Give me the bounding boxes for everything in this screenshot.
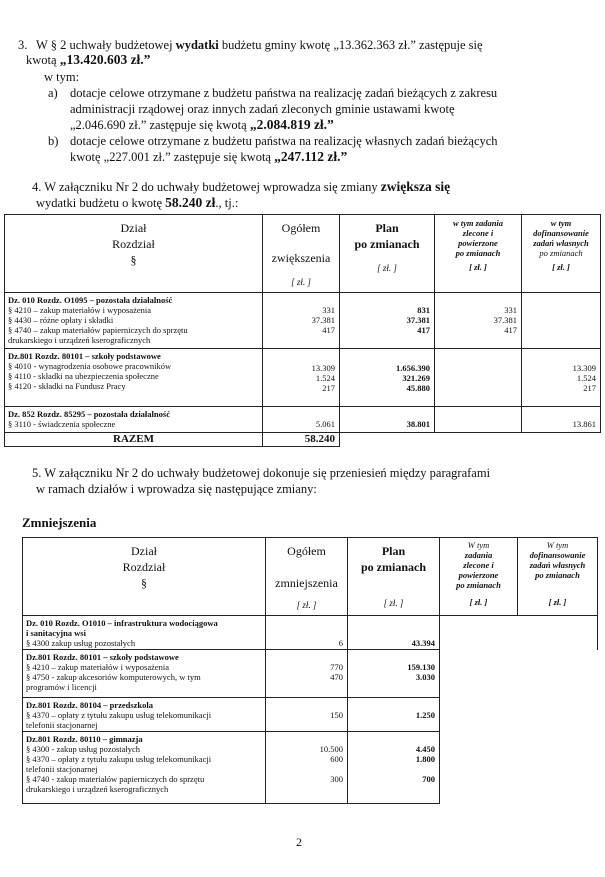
t2-s0-desc	[23, 616, 266, 650]
total-empty-3	[522, 433, 601, 447]
t2-s0-wlasne	[518, 616, 598, 650]
t1-s0-og2: 417	[322, 325, 335, 335]
t1-s1-og0: 13.309	[311, 363, 335, 373]
t2-s1-og1: 470	[330, 672, 343, 682]
t2-s3-og0: 10.500	[319, 744, 343, 754]
item4-line2-b: ., tj.:	[215, 196, 239, 210]
t2-s3-og2	[266, 764, 347, 774]
header-plan-l2: po zmianach	[354, 237, 420, 251]
t2-header-wlasne	[518, 538, 598, 616]
t2-s3-wlasne	[518, 732, 598, 804]
t1-s0-plan	[340, 293, 435, 349]
t2-s2-item1: telefonii stacjonarnej	[26, 720, 98, 730]
item3-a-line1: dotacje celowe otrzymane z budżetu państwa na realizację zadań bieżących z zakresu	[70, 86, 498, 100]
t2-s3-pl2	[348, 764, 439, 774]
t2-header-plan-l1: Plan	[381, 544, 406, 558]
t1-s0-og0: 331	[322, 305, 335, 315]
increase-table-header	[5, 215, 601, 293]
t2-s3-item2: telefonii stacjonarnej	[26, 764, 98, 774]
item3-a-line3-a: „2.046.690 zł.” zastępuje się kwotą	[70, 118, 250, 132]
header-zlecone-l5: [ zł. ]	[469, 262, 487, 272]
t1-s1-og2: 217	[322, 383, 335, 393]
t2-header-ogolem-l2: zmniejszenia	[275, 576, 338, 590]
header-dzial-l2: Rozdział	[112, 237, 155, 251]
t2-header-zlecone	[440, 538, 518, 616]
header-ogolem-l2: zwiększenia	[271, 251, 331, 265]
t1-s1-item2: § 4120 - składki na Fundusz Pracy	[8, 381, 126, 391]
t2-s0-title: Dz. 010 Rozdz. O1010 – infrastruktura wodociągowa	[26, 618, 218, 628]
t1-s1-desc	[5, 349, 263, 407]
t1-s1-item0: § 4010 - wynagrodzenia osobowe pracowników	[8, 361, 172, 371]
zmniejszenia-heading: Zmniejszenia	[22, 515, 97, 530]
t2-header-dzial-l2: Rozdział	[122, 560, 166, 574]
item3-line1-bold: wydatki	[175, 38, 219, 52]
t2-s2-plan	[348, 698, 440, 732]
t2-s1-wlasne	[518, 650, 598, 698]
item3-line2	[26, 53, 150, 67]
total-value: 58.240	[263, 433, 340, 447]
t1-s1-pl1: 321.269	[402, 373, 430, 383]
t1-s2-ogolem	[263, 407, 340, 433]
header-wlasne	[522, 215, 601, 293]
item3-line1-a: W § 2 uchwały budżetowej	[36, 38, 176, 52]
t2-s2-zlecone	[440, 698, 518, 732]
t1-s2-title: Dz. 852 Rozdz. 85295 – pozostała działalność	[8, 409, 170, 419]
t2-s3-pl3: 700	[422, 774, 435, 784]
t2-s3-desc	[23, 732, 266, 804]
t1-s1-pl2: 45.880	[406, 383, 430, 393]
t2-s0-ogolem	[266, 616, 348, 650]
t2-header-zlecone-l3: zlecone i	[463, 560, 494, 570]
item4-line1-bold: zwiększa się	[380, 179, 451, 194]
item3-line2-bold: „13.420.603 zł.”	[59, 52, 151, 67]
t2-s3-item4: drukarskiego i urządzeń kserograficznych	[26, 784, 169, 794]
t2-s3-ogolem	[266, 732, 348, 804]
t2-header-zlecone-l5: po zmianach	[456, 580, 501, 590]
t2-s1-pl0: 159.130	[407, 662, 435, 672]
t2-header-ogolem-l3: [ zł. ]	[296, 600, 317, 610]
t2-s0-zlecone	[440, 616, 518, 650]
t1-s2-wl0: 13.861	[572, 419, 596, 429]
t2-s0-title2: i sanitacyjna wsi	[26, 628, 86, 638]
t1-s1-wl0: 13.309	[572, 363, 596, 373]
t2-s1-zlecone	[440, 650, 518, 698]
t2-s3-item1: § 4370 – opłaty z tytułu zakupu usług telekomunikacji	[26, 754, 212, 764]
t2-s1-ogolem	[266, 650, 348, 698]
item4-line2-a: wydatki budżetu o kwotę	[36, 196, 166, 210]
t1-s0-zl2: 417	[504, 325, 517, 335]
header-ogolem-l3: [ zł. ]	[291, 277, 311, 287]
t2-s0-pl0: 43.394	[411, 638, 435, 648]
t1-s0-desc	[5, 293, 263, 349]
header-plan-l1: Plan	[375, 221, 399, 235]
t1-s0-og1: 37.381	[311, 315, 335, 325]
t1-s1-wlasne	[522, 349, 601, 407]
header-zlecone-l3: powierzone	[458, 238, 498, 248]
t2-s1-item2: programów i licencji	[26, 682, 97, 692]
table-row	[5, 349, 601, 407]
header-plan-l3: [ zł. ]	[377, 263, 397, 273]
t2-s3-title: Dz.801 Rozdz. 80110 – gimnazja	[26, 734, 143, 744]
decrease-table	[22, 537, 598, 804]
table-row	[23, 650, 598, 698]
table-row	[23, 616, 598, 650]
header-ogolem-l1: Ogółem	[281, 221, 321, 235]
item3-b-line2-a: kwotę „227.001 zł.” zastępuje się kwotą	[70, 150, 275, 164]
t1-s2-zlecone	[435, 407, 522, 433]
t2-s3-item3: § 4740 - zakup materiałów papierniczych do sprzętu	[26, 774, 205, 784]
t2-header-plan-l3: [ zł. ]	[383, 598, 404, 608]
item3-b-label: b)	[48, 134, 59, 148]
t2-header-ogolem	[266, 538, 348, 616]
item3-a-label: a)	[48, 86, 58, 100]
t2-header-plan	[348, 538, 440, 616]
t1-s2-wlasne	[522, 407, 601, 433]
t1-s0-item3: drukarskiego i urządzeń kserograficznych	[8, 335, 151, 345]
t1-s2-pl0: 38.801	[406, 419, 430, 429]
t1-s0-title: Dz. 010 Rozdz. O1095 – pozostała działalność	[8, 295, 173, 305]
header-zlecone-l1: w tym zadania	[452, 218, 504, 228]
t1-s0-wlasne	[522, 293, 601, 349]
t2-s0-plan	[348, 616, 440, 650]
item3-b-line2-bold: „247.112 zł.”	[274, 149, 348, 164]
table-row	[5, 407, 601, 433]
total-label: RAZEM	[5, 433, 263, 447]
t1-s0-zlecone	[435, 293, 522, 349]
item3-a-line2: administracji rządowej oraz innych zadań zleconych gminie ustawami kwotę	[70, 102, 455, 116]
item3-a-line3-bold: „2.084.819 zł.”	[249, 117, 334, 132]
total-empty-2	[435, 433, 522, 447]
increase-table	[4, 214, 601, 447]
t2-s2-title: Dz.801 Rozdz. 80104 – przedszkola	[26, 700, 154, 710]
t1-s0-item1: § 4430 – różne opłaty i składki	[8, 315, 114, 325]
t2-s2-desc	[23, 698, 266, 732]
t1-s1-wl1: 1.524	[576, 373, 596, 383]
t1-s1-ogolem	[263, 349, 340, 407]
item5-line2: w ramach działów i wprowadza się następujące zmiany:	[36, 482, 317, 496]
t1-s1-plan	[340, 349, 435, 407]
item3-number: 3.	[18, 38, 28, 52]
t1-s2-item0: § 3110 - świadczenia społeczne	[8, 419, 116, 429]
item4-line2-bold: 58.240 zł	[165, 195, 216, 210]
table-total-row	[5, 433, 601, 447]
t1-s1-pl0: 1.656.390	[396, 363, 430, 373]
t2-header-wlasne-l4: po zmianach	[535, 570, 580, 580]
t2-header-wlasne-l5: [ zł. ]	[548, 597, 567, 607]
t2-header-wlasne-l2: dofinansowanie	[529, 550, 586, 560]
t2-header-zlecone-l2: zadania	[464, 550, 493, 560]
t1-s1-item1: § 4110 - składki na ubezpieczenia społeczne	[8, 371, 159, 381]
t2-s1-desc	[23, 650, 266, 698]
t2-s1-item1: § 4750 - zakup akcesoriów komputerowych, w tym	[26, 672, 201, 682]
t1-s2-desc	[5, 407, 263, 433]
decrease-table-header	[23, 538, 598, 616]
t2-s1-plan	[348, 650, 440, 698]
t2-s1-item0: § 4210 – zakup materiałów i wyposażenia	[26, 662, 170, 672]
header-wlasne-l2: dofinansowanie	[533, 228, 589, 238]
t2-s0-item0: § 4300 zakup usług pozostałych	[26, 638, 136, 648]
header-zlecone-l4: po zmianach	[455, 248, 501, 258]
t2-s0-og0: 6	[338, 638, 343, 648]
t2-header-dzial-l3: §	[141, 576, 147, 590]
header-wlasne-l5: [ zł. ]	[552, 262, 570, 272]
item3-line1	[36, 38, 483, 52]
t2-header-zlecone-l6: [ zł. ]	[469, 597, 488, 607]
header-dzial-l3: §	[130, 253, 137, 267]
t2-s1-pl1: 3.030	[415, 672, 435, 682]
t2-s3-pl0: 4.450	[415, 744, 435, 754]
header-dzial-l1: Dział	[120, 221, 147, 235]
t2-header-plan-l2: po zmianach	[360, 560, 426, 574]
header-zlecone-l2: zlecone i	[462, 228, 494, 238]
t1-s0-ogolem	[263, 293, 340, 349]
t1-s0-zl1: 37.381	[493, 315, 517, 325]
header-wlasne-l4: po zmianach	[539, 248, 583, 258]
t2-header-zlecone-l4: powierzone	[458, 570, 499, 580]
t1-s0-item2: § 4740 – zakup materiałów papierniczych do sprzętu	[8, 325, 188, 335]
t1-s1-zlecone	[435, 349, 522, 407]
item3-line1-b: budżetu gminy kwotę „13.362.363 zł.” zastępuje się	[218, 38, 483, 52]
t2-header-ogolem-l1: Ogółem	[287, 544, 326, 558]
t2-s1-og0: 770	[330, 662, 343, 672]
item3-b-line1: dotacje celowe otrzymane z budżetu państwa na realizację własnych zadań bieżących	[70, 134, 498, 148]
t1-s2-plan	[340, 407, 435, 433]
item4-line1-a: 4. W załączniku Nr 2 do uchwały budżetowej wprowadza się zmiany	[32, 180, 381, 194]
t2-header-zlecone-l1: W tym	[467, 540, 490, 550]
t1-s1-og1: 1.524	[315, 373, 335, 383]
t1-s0-pl0: 831	[417, 305, 430, 315]
page-number: 2	[296, 835, 302, 849]
t2-s2-pl0: 1.250	[415, 710, 435, 720]
t1-s0-pl1: 37.381	[406, 315, 430, 325]
table-row	[5, 293, 601, 349]
t2-header-dzial-l1: Dział	[131, 544, 157, 558]
t2-s2-item0: § 4370 – opłaty z tytułu zakupu usług telekomunikacji	[26, 710, 212, 720]
total-empty-1	[340, 433, 435, 447]
header-plan	[340, 215, 435, 293]
t2-s3-item0: § 4300 - zakup usług pozostałych	[26, 744, 141, 754]
header-zlecone	[435, 215, 522, 293]
t2-s2-wlasne	[518, 698, 598, 732]
t1-s1-title: Dz.801 Rozdz. 80101 – szkoły podstawowe	[8, 351, 161, 361]
t1-s1-wl2: 217	[583, 383, 596, 393]
t2-s3-og1: 600	[330, 754, 343, 764]
t2-header-dzial	[23, 538, 266, 616]
t1-s0-zl0: 331	[504, 305, 517, 315]
t2-s3-pl1: 1.800	[415, 754, 435, 764]
header-dzial	[5, 215, 263, 293]
t2-s3-zlecone	[440, 732, 518, 804]
t1-s0-pl2: 417	[417, 325, 430, 335]
table-row	[23, 698, 598, 732]
item3-b-line2	[70, 150, 347, 164]
t2-s2-og0: 150	[330, 710, 343, 720]
t2-s1-title: Dz.801 Rozdz. 80101 – szkoły podstawowe	[26, 652, 179, 662]
item4-line2	[36, 196, 238, 210]
item5-line1: 5. W załączniku Nr 2 do uchwały budżetowej dokonuje się przeniesień między paragrafami	[32, 466, 491, 480]
item3-a-line3	[70, 118, 334, 132]
header-wlasne-l3: zadań własnych	[533, 238, 589, 248]
t1-s2-og0: 5.061	[315, 419, 335, 429]
item4-line1	[32, 180, 450, 194]
t2-s3-og3: 300	[330, 774, 343, 784]
t2-s2-ogolem	[266, 698, 348, 732]
t2-s3-plan	[348, 732, 440, 804]
t2-header-wlasne-l1: W tym	[546, 540, 569, 550]
item3-wtym: w tym:	[44, 70, 80, 84]
t2-header-wlasne-l3: zadań własnych	[529, 560, 586, 570]
header-wlasne-l1: w tym	[550, 218, 572, 228]
t1-s0-item0: § 4210 – zakup materiałów i wyposażenia	[8, 305, 152, 315]
item3-line2-a: kwotą	[26, 53, 60, 67]
table-row	[23, 732, 598, 804]
header-ogolem	[263, 215, 340, 293]
